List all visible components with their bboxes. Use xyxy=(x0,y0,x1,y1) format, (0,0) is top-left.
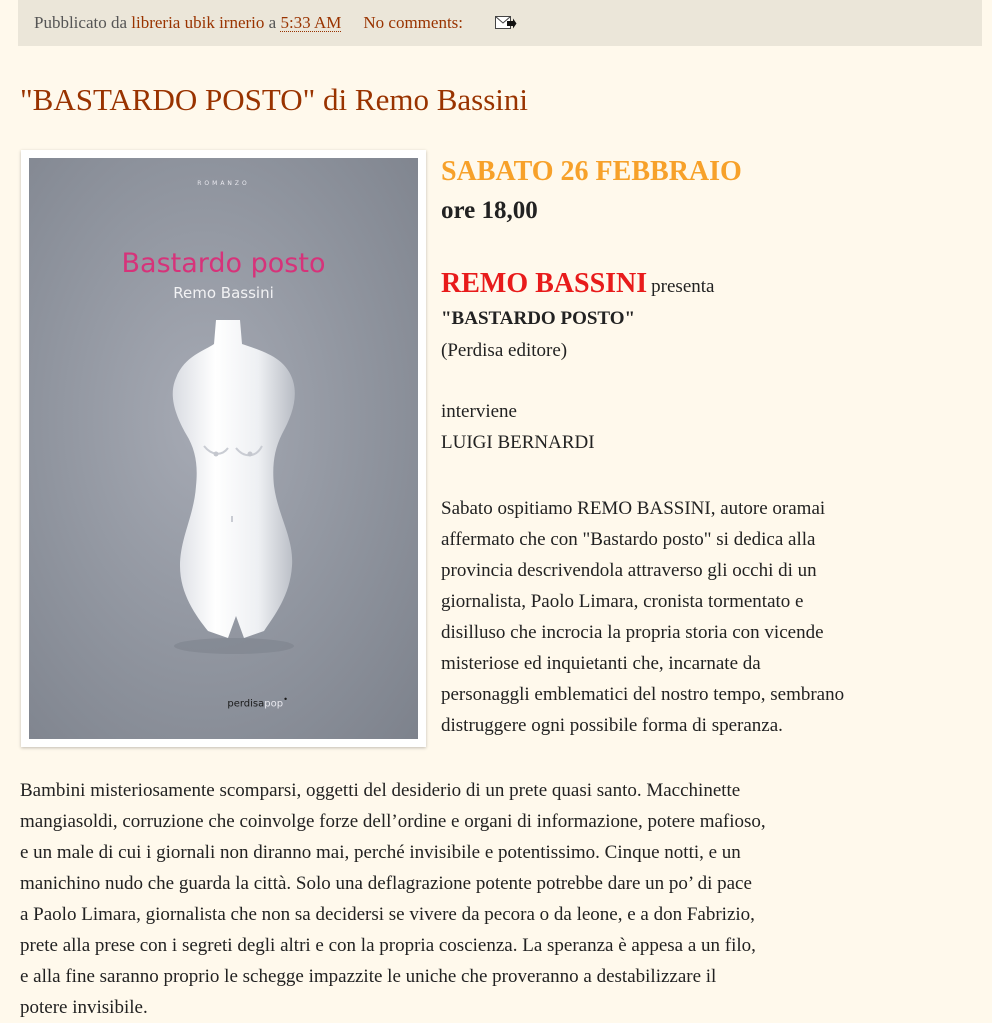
synopsis-line: Bambini misteriosamente scomparsi, oggetti del desiderio di un prete quasi santo. Macchinette xyxy=(20,780,741,801)
intro-paragraph xyxy=(441,493,981,741)
post-timestamp-link[interactable]: 5:33 AM xyxy=(280,12,342,32)
intro-line: Sabato ospitiamo REMO BASSINI, autore oramai xyxy=(441,498,826,519)
synopsis-line: e un male di cui i giornali non diranno mai, perché invisibile e potentissimo. Cinque notti, e un xyxy=(20,842,741,863)
synopsis-line: mangiasoldi, corruzione che coinvolge forze dell’ordine e organi di informazione, potere mafioso, xyxy=(20,811,766,832)
author-link[interactable]: libreria ubik irnerio xyxy=(131,13,265,32)
event-book-title: "BASTARDO POSTO" xyxy=(441,308,636,329)
email-post-icon[interactable] xyxy=(495,15,517,31)
book-cover xyxy=(29,158,418,739)
comments-link[interactable]: No comments: xyxy=(363,13,464,32)
synopsis-line: manichino nudo che guarda la città. Solo una deflagrazione potente potrebbe dare un po’ di pace xyxy=(20,873,752,894)
intro-line: misteriose ed inquietanti che, incarnate da xyxy=(441,653,761,674)
at-label: a xyxy=(268,13,277,32)
intro-line: disilluso che incrocia la propria storia con vicende xyxy=(441,622,824,643)
intro-line: provincia descrivendola attraverso gli occhi di un xyxy=(441,560,817,581)
presenter-verb: presenta xyxy=(651,276,715,297)
cover-publisher-logo: perdisapop• xyxy=(227,693,288,709)
post-footer-bar xyxy=(18,0,982,46)
cover-series-label: ROMANZO xyxy=(197,180,250,187)
post-title[interactable]: "BASTARDO POSTO" di Remo Bassini xyxy=(20,82,528,117)
synopsis-line: a Paolo Limara, giornalista che non sa decidersi se vivere da pecora o da leone, e a don Fabrizio, xyxy=(20,904,755,925)
intro-line: distruggere ogni possibile forma di speranza. xyxy=(441,715,783,736)
synopsis-paragraph xyxy=(20,775,982,1023)
published-by-label: Pubblicato da xyxy=(34,13,128,32)
presenter-name: REMO BASSINI xyxy=(441,268,648,299)
presenter-line xyxy=(441,268,714,300)
guest-name: LUIGI BERNARDI xyxy=(441,432,595,453)
intro-line: giornalista, Paolo Limara, cronista tormentato e xyxy=(441,591,804,612)
book-cover-image[interactable] xyxy=(21,150,426,747)
event-publisher: (Perdisa editore) xyxy=(441,340,568,361)
synopsis-line: potere invisibile. xyxy=(20,997,148,1018)
cover-author: Remo Bassini xyxy=(173,284,274,302)
intro-line: personaggli emblematici del nostro tempo, sembrano xyxy=(441,684,845,705)
event-date: SABATO 26 FEBBRAIO xyxy=(441,156,742,187)
synopsis-line: e alla fine saranno proprio le schegge impazzite le uniche che proveranno a destabilizzare il xyxy=(20,966,717,987)
cover-book-title: Bastardo posto xyxy=(121,248,326,279)
synopsis-line: prete alla prese con i segreti degli altri e con la propria coscienza. La speranza è appesa a un filo, xyxy=(20,935,756,956)
intro-line: affermato che con "Bastardo posto" si dedica alla xyxy=(441,529,816,550)
event-time: ore 18,00 xyxy=(441,197,538,224)
guest-label: interviene xyxy=(441,401,517,422)
mannequin-illustration xyxy=(124,316,324,656)
